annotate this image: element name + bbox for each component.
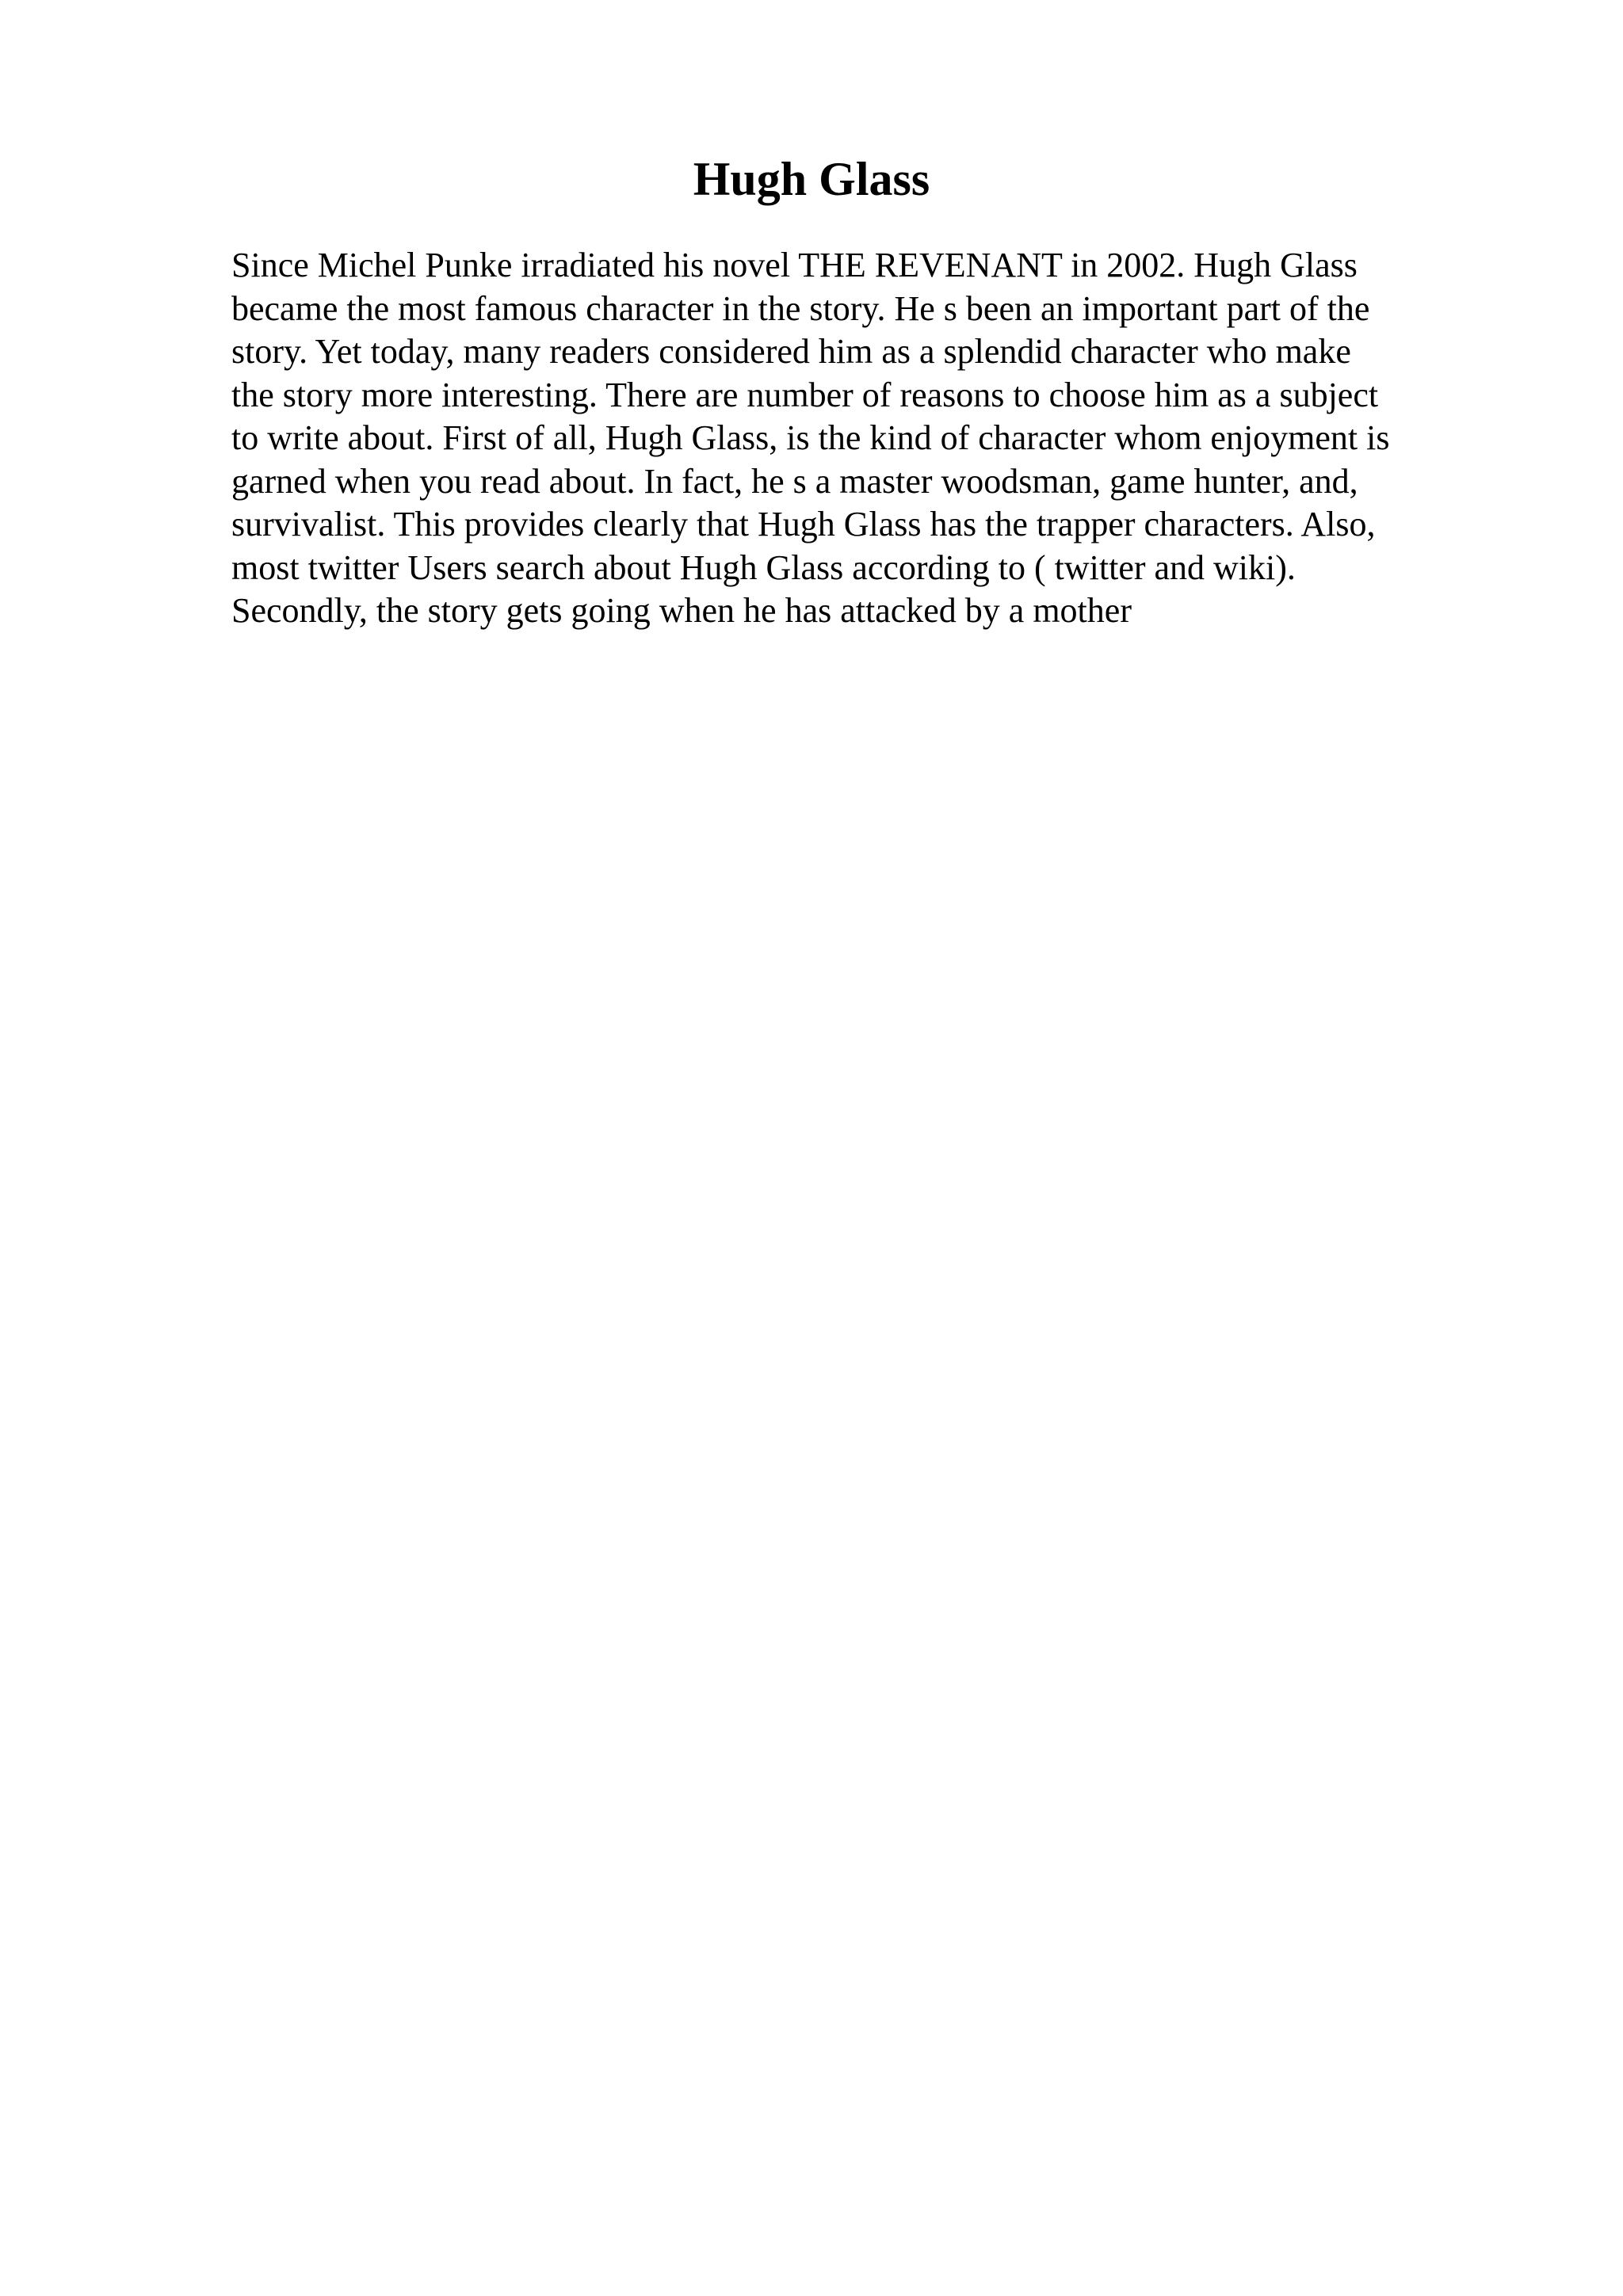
- paragraph-line: Since Michel Punke irradiated his novel THE REVENANT in 2002. Hugh Glass: [231, 246, 1358, 284]
- paragraph-line: most twitter Users search about Hugh Glass according to ( twitter and wiki).: [231, 547, 1296, 587]
- paragraph-line: garned when you read about. In fact, he s a master woodsman, game hunter, and,: [231, 461, 1358, 501]
- document-title: Hugh Glass: [693, 153, 930, 205]
- body-paragraph: [231, 244, 1491, 633]
- paragraph-line: became the most famous character in the story. He s been an important part of the: [231, 288, 1370, 328]
- paragraph-line: survivalist. This provides clearly that Hugh Glass has the trapper characters. Also,: [231, 505, 1376, 543]
- paragraph-line: story. Yet today, many readers considered him as a splendid character who make: [231, 332, 1351, 371]
- paragraph-line: to write about. First of all, Hugh Glass, is the kind of character whom enjoyment is: [231, 418, 1390, 457]
- paragraph-line: Secondly, the story gets going when he has attacked by a mother: [231, 591, 1132, 630]
- paragraph-line: the story more interesting. There are number of reasons to choose him as a subject: [231, 375, 1379, 414]
